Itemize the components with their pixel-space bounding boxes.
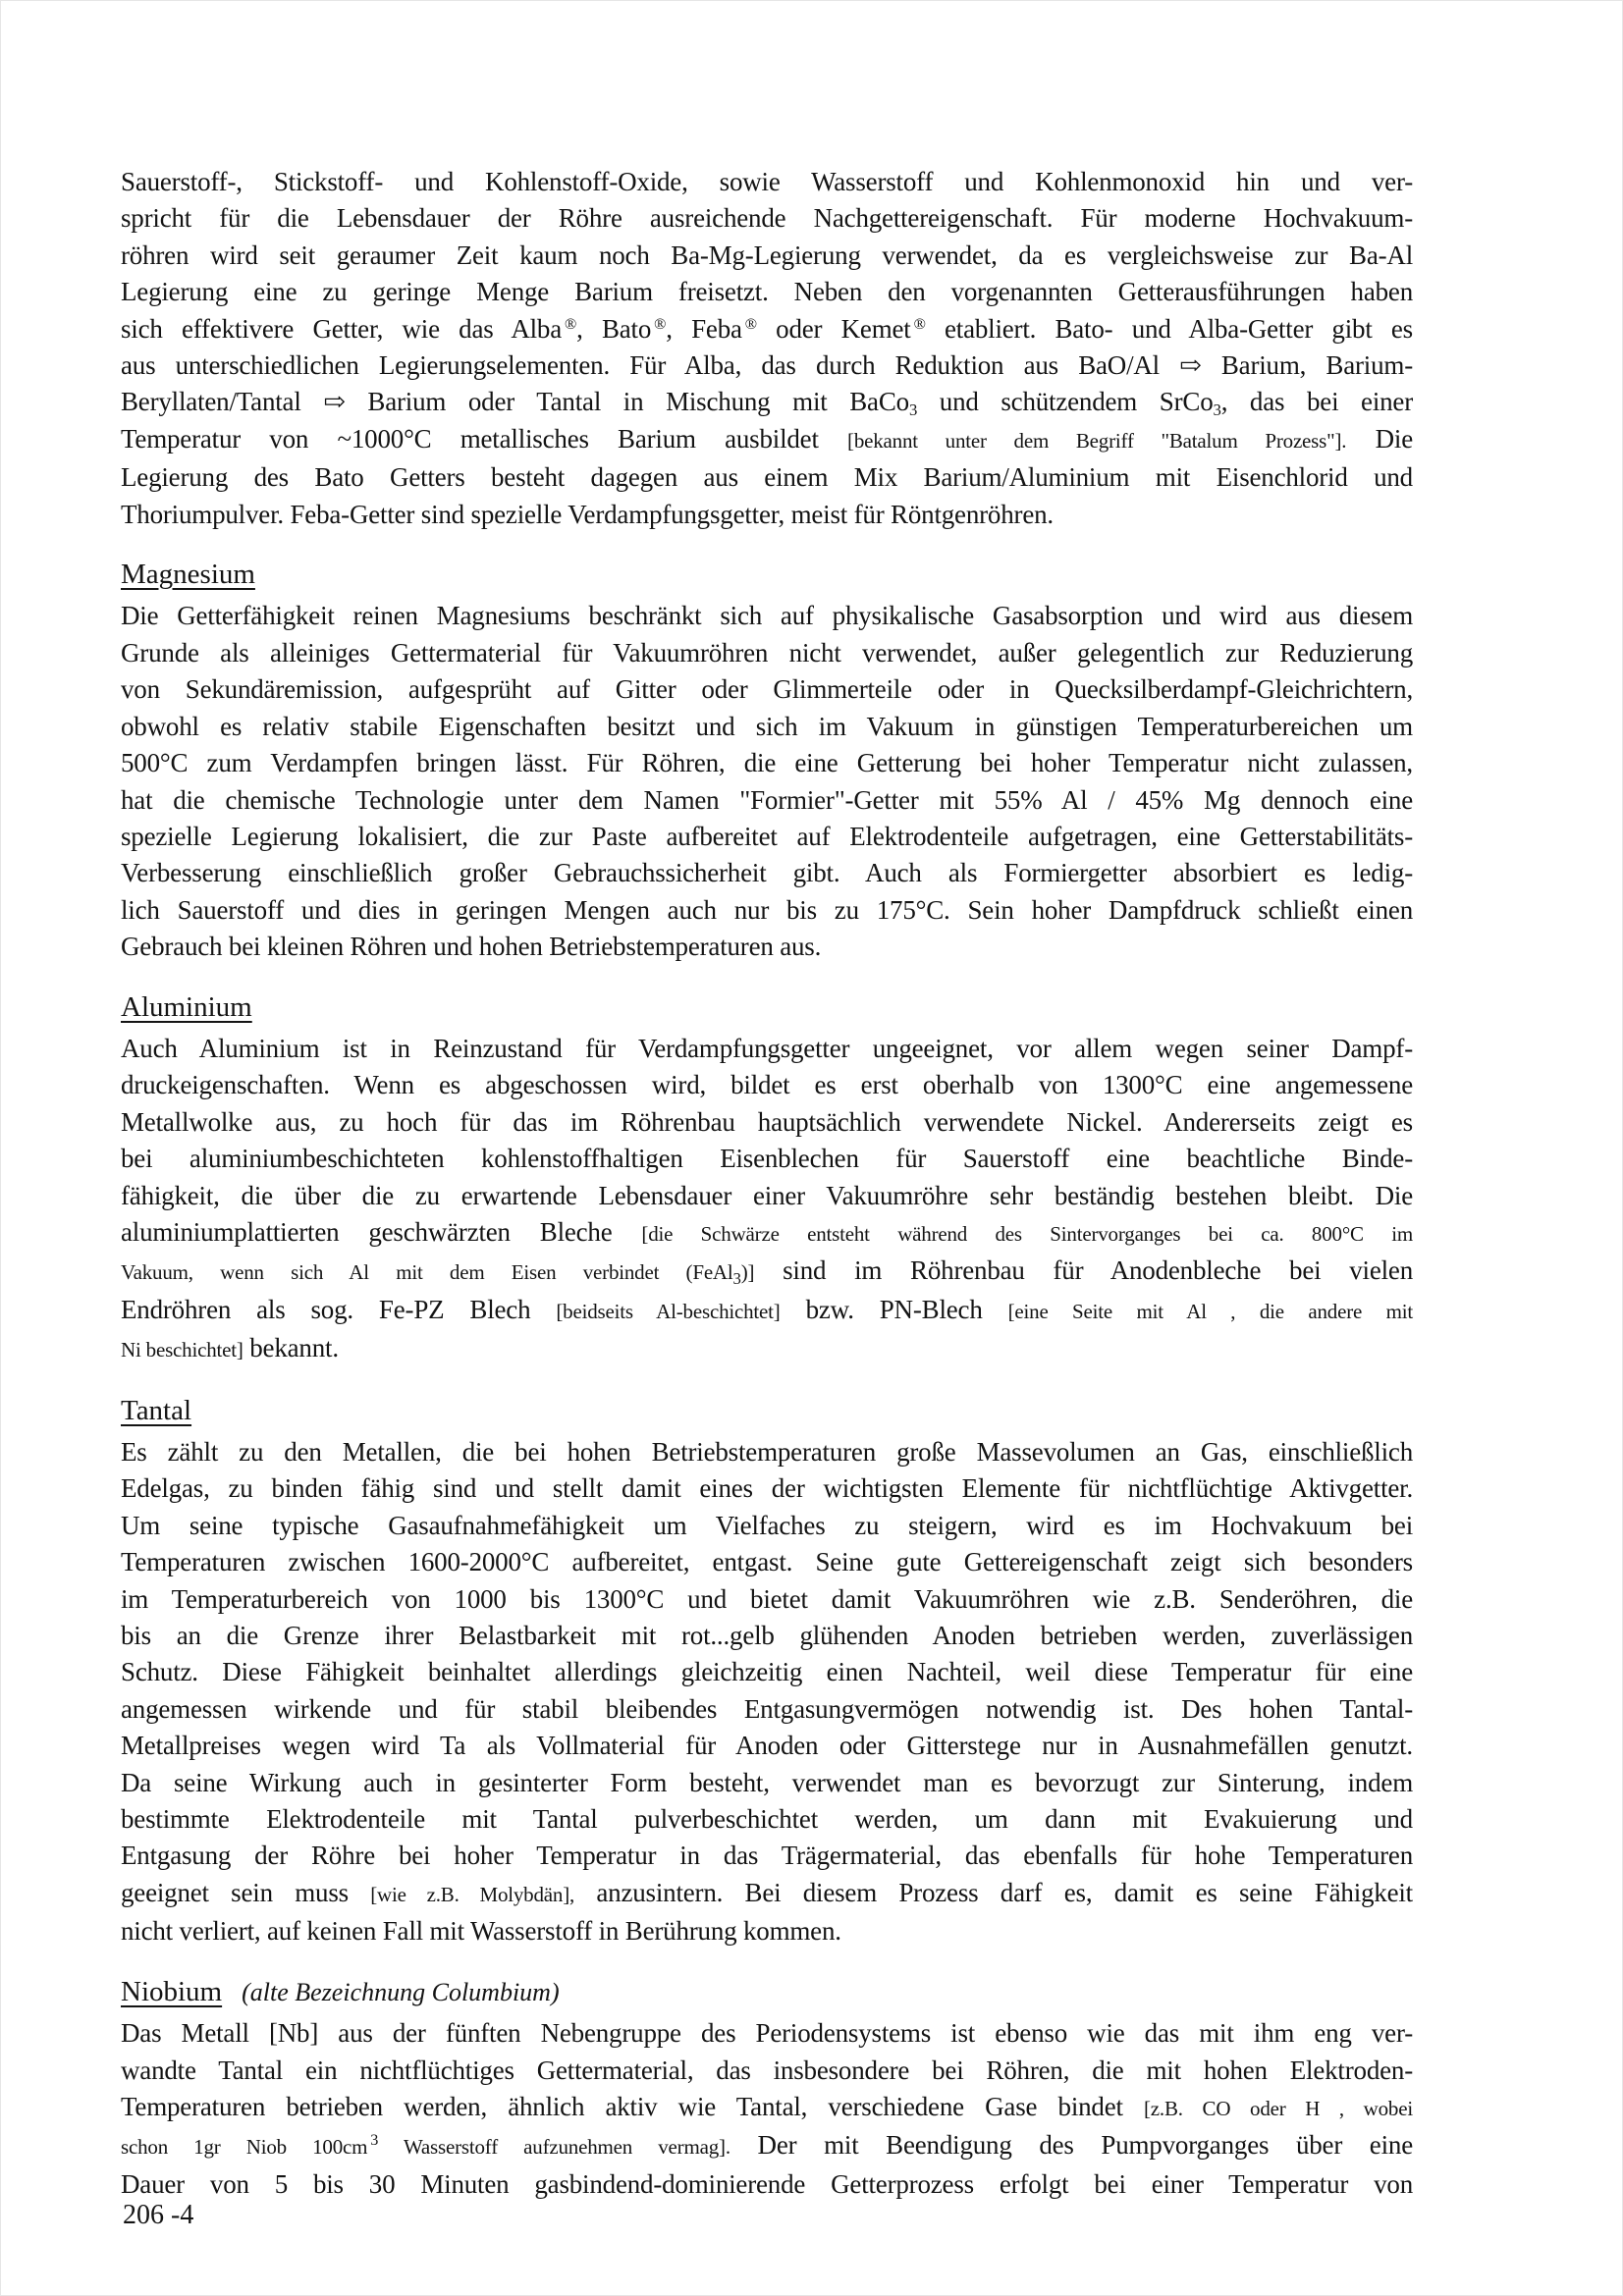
paragraph <box>121 2015 1413 2203</box>
text-segment: Entgasung der Röhre bei hoher Temperatur in das Trägermaterial, das ebenfalls für hohe Temperaturen <box>121 1841 1413 1871</box>
text-segment: [z.B. CO oder H , wobei <box>1144 2096 1413 2120</box>
text-segment: oder Kemet <box>756 313 911 344</box>
text-segment: Wasserstoff aufzunehmen vermag]. <box>378 2135 730 2160</box>
document-body <box>121 164 1413 2203</box>
text-line <box>121 1581 1413 1618</box>
text-segment: lich Sauerstoff und dies in geringen Mengen auch nur bis zu 175°C. Sein hoher Dampfdruck schließt einen <box>121 894 1413 925</box>
text-line <box>121 2089 1413 2127</box>
text-line <box>121 671 1413 708</box>
text-segment: , das bei einer <box>1220 387 1414 417</box>
text-line <box>121 2015 1413 2052</box>
text-segment: bei aluminiumbeschichteten kohlenstoffhaltigen Eisenblechen für Sauerstoff eine beachtliche Binde- <box>121 1144 1413 1174</box>
text-segment: Temperatur von ~1000°C metallisches Barium ausbildet <box>121 423 848 454</box>
text-line <box>121 855 1413 891</box>
text-segment: Edelgas, zu binden fähig sind und stellt damit eines der wichtigsten Elemente für nichtflüchtige Aktivgetter. <box>121 1473 1413 1504</box>
text-line <box>121 311 1413 347</box>
text-segment: Gebrauch bei kleinen Röhren und hohen Betriebstemperaturen aus. <box>121 932 822 962</box>
text-segment: ® <box>654 314 667 333</box>
section-heading-suffix: (alte Bezeichnung Columbium) <box>242 1977 560 2006</box>
text-line <box>121 1214 1413 1253</box>
text-line <box>121 1031 1413 1067</box>
text-segment: druckeigenschaften. Wenn es abgeschossen wird, bildet es erst oberhalb von 1300°C eine angemessene <box>121 1070 1413 1100</box>
text-segment: aluminiumplattierten geschwärzten Bleche <box>121 1216 642 1247</box>
text-line <box>121 2127 1413 2165</box>
text-line <box>121 1253 1413 1291</box>
text-segment: )] <box>740 1260 755 1285</box>
text-line <box>121 1141 1413 1177</box>
text-line <box>121 1470 1413 1507</box>
text-line <box>121 1067 1413 1103</box>
text-segment: Dauer von 5 bis 30 Minuten gasbindend-dominierende Getterprozess erfolgt bei einer Temperatur von <box>121 2168 1413 2199</box>
text-segment: Temperaturen zwischen 1600-2000°C aufbereitet, entgast. Seine gute Gettereigenschaft zeigt sich besonders <box>121 1547 1413 1577</box>
text-segment: Um seine typische Gasaufnahmefähigkeit um Vielfaches zu steigern, wird es im Hochvakuum bei <box>121 1510 1413 1540</box>
text-segment: angemessen wirkende und für stabil bleibendes Entgasungvermögen notwendig ist. Des hohen Tantal- <box>121 1693 1413 1724</box>
text-line <box>121 347 1413 384</box>
text-line <box>121 1875 1413 1913</box>
text-line <box>121 1618 1413 1654</box>
text-line <box>121 421 1413 459</box>
text-segment: 3 <box>732 1269 741 1289</box>
text-line <box>121 1330 1413 1368</box>
section-heading <box>121 1974 1413 2010</box>
text-line <box>121 782 1413 819</box>
text-segment: bestimmte Elektrodenteile mit Tantal pulverbeschichtet werden, um dann mit Evakuierung und <box>121 1804 1413 1835</box>
text-segment: geeignet sein muss <box>121 1877 371 1907</box>
text-segment: obwohl es relativ stabile Eigenschaften besitzt und sich im Vakuum in günstigen Temperaturbereichen um <box>121 711 1413 741</box>
text-segment: ® <box>744 314 757 333</box>
text-line <box>121 892 1413 929</box>
text-line <box>121 1434 1413 1470</box>
text-segment: [beidseits Al-beschichtet] <box>556 1299 781 1323</box>
text-line <box>121 1544 1413 1580</box>
text-segment: Sauerstoff-, Stickstoff- und Kohlenstoff-Oxide, sowie Wasserstoff und Kohlenmonoxid hin und ver- <box>121 167 1413 196</box>
text-line <box>121 200 1413 237</box>
text-segment: [wie z.B. Molybdän], <box>370 1882 575 1906</box>
text-line <box>121 1838 1413 1874</box>
text-segment: nicht verliert, auf keinen Fall mit Wasserstoff in Berührung kommen. <box>121 1916 841 1947</box>
text-segment: schon 1gr Niob 100cm <box>121 2135 368 2160</box>
section-heading-text: Tantal <box>121 1394 192 1426</box>
text-segment: von Sekundäremission, aufgesprüht auf Gitter oder Glimmerteile oder in Quecksilberdampf-Gleichrichtern, <box>121 674 1413 705</box>
text-line <box>121 1765 1413 1801</box>
text-segment: ® <box>913 314 926 333</box>
text-segment: Da seine Wirkung auch in gesinterter Form besteht, verwendet man es bevorzugt zur Sinterung, indem <box>121 1767 1413 1797</box>
text-segment: Die <box>1346 423 1413 454</box>
text-segment: [die Schwärze entsteht während des Sintervorganges bei ca. 800°C im <box>641 1221 1413 1246</box>
text-segment: Thoriumpulver. Feba-Getter sind spezielle Verdampfungsgetter, meist für Röntgenröhren. <box>121 499 1054 529</box>
text-line <box>121 1728 1413 1764</box>
text-segment: Endröhren als sog. Fe-PZ Blech <box>121 1294 557 1324</box>
text-segment: im Temperaturbereich von 1000 bis 1300°C und bietet damit Vakuumröhren wie z.B. Senderöhren, die <box>121 1583 1413 1614</box>
text-segment: Auch Aluminium ist in Reinzustand für Verdampfungsgetter ungeeignet, vor allem wegen seiner Dampf- <box>121 1033 1413 1063</box>
text-segment: Der mit Beendigung des Pumpvorganges über eine <box>730 2130 1413 2161</box>
text-segment: , Bato <box>576 313 652 344</box>
text-segment: Metallwolke aus, zu hoch für das im Röhrenbau hauptsächlich verwendete Nickel. Andererseits zeigt es <box>121 1106 1413 1137</box>
section-heading <box>121 557 1413 593</box>
text-line <box>121 1691 1413 1728</box>
text-segment: Verbesserung einschließlich großer Gebrauchssicherheit gibt. Auch als Formiergetter absorbiert es ledig- <box>121 858 1413 888</box>
page-number: 206 -4 <box>123 2200 194 2230</box>
text-segment: Ni beschichtet] <box>121 1338 243 1362</box>
text-line <box>121 1508 1413 1544</box>
text-line <box>121 384 1413 420</box>
section-heading-text: Aluminium <box>121 990 252 1023</box>
paragraph <box>121 1434 1413 1950</box>
text-segment: bzw. PN-Blech <box>780 1294 1008 1324</box>
text-segment: [eine Seite mit Al , die andere mit <box>1007 1299 1413 1323</box>
text-segment: hat die chemische Technologie unter dem Namen "Formier"-Getter mit 55% Al / 45% Mg dennoch eine <box>121 784 1413 815</box>
text-segment: 3 <box>370 2131 379 2150</box>
text-segment: Vakuum, wenn sich Al mit dem Eisen verbindet (FeAl <box>121 1260 733 1285</box>
text-segment: aus unterschiedlichen Legierungselementen. Für Alba, das durch Reduktion aus BaO/Al ⇨ Barium, Barium- <box>121 350 1413 381</box>
text-line <box>121 745 1413 781</box>
text-segment: Legierung eine zu geringe Menge Barium freisetzt. Neben den vorgenannten Getterausführungen haben <box>121 277 1413 307</box>
text-line <box>121 1292 1413 1330</box>
paragraph <box>121 164 1413 533</box>
text-line <box>121 1178 1413 1214</box>
text-segment: [bekannt unter dem Begriff "Batalum Prozess"]. <box>847 428 1347 453</box>
text-segment: und schützendem SrCo <box>917 387 1214 417</box>
text-segment: Legierung des Bato Getters besteht dagegen aus einem Mix Barium/Aluminium mit Eisenchlorid und <box>121 462 1413 493</box>
text-segment: ® <box>565 314 577 333</box>
text-line <box>121 459 1413 496</box>
text-segment: etabliert. Bato- und Alba-Getter gibt es <box>925 313 1413 344</box>
text-segment: anzusintern. Bei diesem Prozess darf es, damit es seine Fähigkeit <box>574 1877 1413 1907</box>
text-segment: Metallpreises wegen wird Ta als Vollmaterial für Anoden oder Gitterstege nur in Ausnahmefällen genutzt. <box>121 1731 1413 1761</box>
text-segment: Es zählt zu den Metallen, die bei hohen Betriebstemperaturen große Massevolumen an Gas, einschließlich <box>121 1437 1413 1467</box>
text-segment: Temperaturen betrieben werden, ähnlich aktiv wie Tantal, verschiedene Gase bindet <box>121 2091 1145 2121</box>
text-segment: Das Metall [Nb] aus der fünften Nebengruppe des Periodensystems ist ebenso wie das mit ihm eng ver- <box>121 2018 1413 2049</box>
text-line <box>121 819 1413 855</box>
text-line <box>121 274 1413 310</box>
text-segment: spezielle Legierung lokalisiert, die zur Paste aufbereitet auf Elektrodenteile aufgetragen, eine Getterstabilitäts- <box>121 821 1413 851</box>
text-line <box>121 2166 1413 2203</box>
text-segment: , Feba <box>666 313 742 344</box>
text-line <box>121 497 1413 533</box>
text-segment: Schutz. Diese Fähigkeit beinhaltet allerdings gleichzeitig einen Nachteil, weil diese Temperatur für eine <box>121 1657 1413 1687</box>
text-segment: sind im Röhrenbau für Anodenbleche bei vielen <box>754 1255 1413 1286</box>
text-line <box>121 1801 1413 1838</box>
section-heading <box>121 1393 1413 1429</box>
text-line <box>121 1104 1413 1141</box>
text-line <box>121 598 1413 634</box>
text-segment: 3 <box>908 400 918 420</box>
text-segment: 3 <box>1213 400 1221 420</box>
section-heading-text: Niobium <box>121 1975 223 2007</box>
text-line <box>121 164 1413 200</box>
text-segment: spricht für die Lebensdauer der Röhre ausreichende Nachgettereigenschaft. Für moderne Hochvakuum- <box>121 203 1413 234</box>
text-segment: röhren wird seit geraumer Zeit kaum noch Ba-Mg-Legierung verwendet, da es vergleichsweise zur Ba-Al <box>121 240 1413 270</box>
text-segment: fähigkeit, die über die zu erwartende Lebensdauer einer Vakuumröhre sehr beständig bestehen bleibt. Die <box>121 1180 1413 1210</box>
text-line <box>121 929 1413 965</box>
text-line <box>121 1654 1413 1690</box>
section-heading-text: Magnesium <box>121 559 255 591</box>
text-segment: bekannt. <box>243 1333 339 1363</box>
paragraph <box>121 1031 1413 1369</box>
section-heading <box>121 989 1413 1026</box>
text-line <box>121 2053 1413 2089</box>
text-segment: bis an die Grenze ihrer Belastbarkeit mit rot...gelb glühenden Anoden betrieben werden, zuverlässigen <box>121 1621 1413 1651</box>
paragraph <box>121 598 1413 965</box>
text-segment: sich effektivere Getter, wie das Alba <box>121 313 563 344</box>
text-line <box>121 709 1413 745</box>
text-segment: Beryllaten/Tantal ⇨ Barium oder Tantal in Mischung mit BaCo <box>121 387 909 417</box>
text-segment: Die Getterfähigkeit reinen Magnesiums beschränkt sich auf physikalische Gasabsorption und wird aus diesem <box>121 601 1413 631</box>
text-line <box>121 1913 1413 1949</box>
text-line <box>121 238 1413 274</box>
text-segment: wandte Tantal ein nichtflüchtiges Gettermaterial, das insbesondere bei Röhren, die mit hohen Elektroden- <box>121 2055 1413 2085</box>
text-segment: 500°C zum Verdampfen bringen lässt. Für Röhren, die eine Getterung bei hoher Temperatur nicht zulassen, <box>121 748 1413 778</box>
text-segment: Grunde als alleiniges Gettermaterial für Vakuumröhren nicht verwendet, außer gelegentlich zur Reduzierung <box>121 637 1413 667</box>
text-line <box>121 635 1413 671</box>
